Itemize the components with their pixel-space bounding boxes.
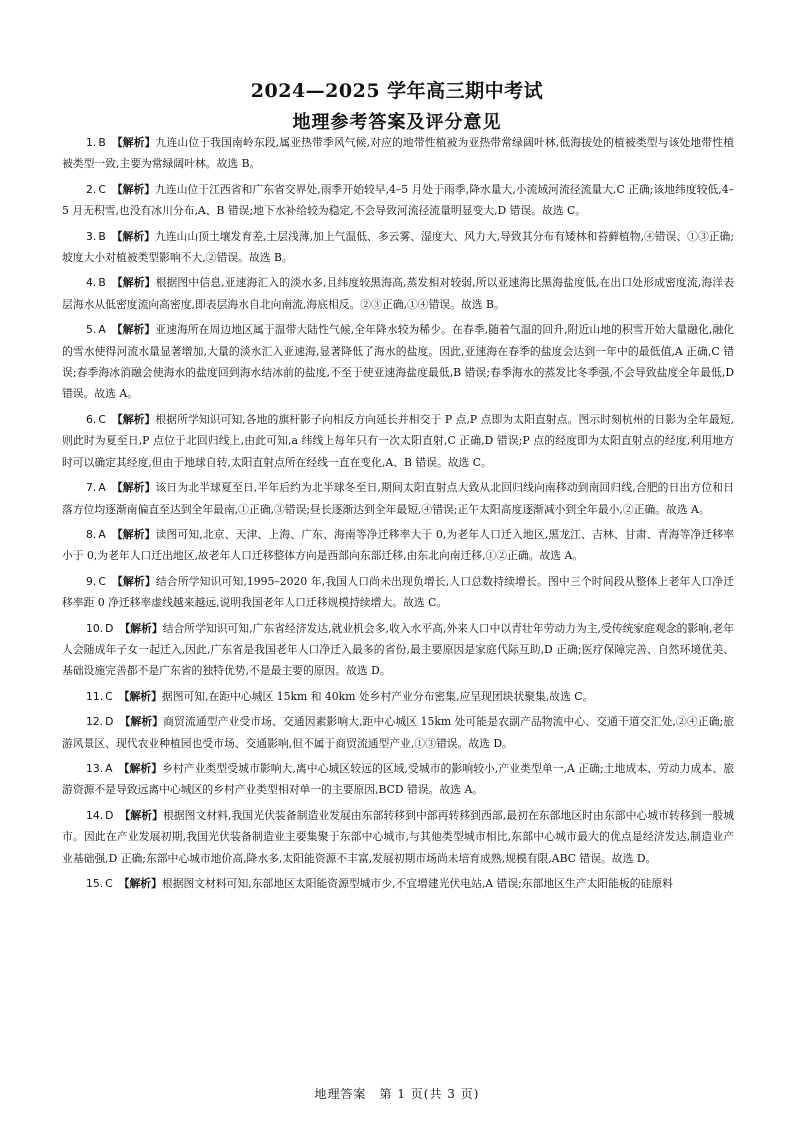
analysis-text: 结合所学知识可知,广东省经济发达,就业机会多,收入水平高,外来人口中以青壮年劳动力为主,受传统家庭观念的影响,老年人会随成年子女一起迁入,因此,广东省是我国老年人口净迁入最多的省份,最主要原因是家庭代际互助,D 正确;医疗保障完善、自然环境优美、基础设施完善都不是广东省的独特优势,不是最主要的原因。故选 D。 (62, 621, 735, 678)
analysis-tag: 【解析】 (119, 808, 163, 822)
analysis-tag: 【解析】 (118, 877, 162, 890)
question-number: 3. (86, 229, 97, 243)
answer-letter: A (105, 761, 113, 775)
answer-item (62, 477, 734, 520)
page-subtitle: 地理参考答案及评分意见 (292, 112, 502, 133)
analysis-text: 根据图中信息,亚速海汇入的淡水多,且纬度较黑海高,蒸发相对较弱,所以亚速海比黑海盐度低,在出口处形成密度流,海洋表层海水从低密度流向高密度,即表层海水自北向南流,海底相反。②③正确,①④错误。故选 B。 (62, 276, 735, 311)
answer-letter: C (98, 574, 106, 588)
analysis-tag: 【解析】 (118, 761, 163, 775)
answer-letter: D (105, 715, 114, 729)
analysis-tag: 【解析】 (111, 481, 156, 495)
analysis-text: 据图可知,在距中心城区 15km 和 40km 处乡村产业分布密集,应呈现团块状聚集,故选 C。 (161, 689, 594, 703)
answer-item (62, 618, 734, 682)
answer-list (62, 132, 734, 898)
page-footer: 地理答案 第 1 页(共 3 页) (314, 1087, 480, 1101)
analysis-tag: 【解析】 (119, 715, 164, 729)
answer-letter: B (98, 229, 106, 243)
analysis-text: 根据所学知识可知,各地的旗杆影子向相反方向延长并相交于 P 点,P 点即为太阳直射点。图示时刻杭州的日影为全年最短,则此时为夏至日,P 点位于北回归线上,由此可知,a 纬线上每年只有一次太阳直射,C 正确,D 错误;P 点的经度即为太阳直射点的经度,利用地方时可以确定其经度,但由于地球自转,太阳直射点所在经线一直在变化,A、B 错误。故选 C。 (62, 412, 734, 469)
answer-item (62, 524, 734, 567)
answer-letter: B (98, 136, 106, 149)
question-number: 13. (86, 761, 104, 775)
question-number: 7. (86, 481, 97, 495)
answer-item (62, 686, 734, 707)
answer-letter: D (105, 621, 114, 635)
analysis-text: 商贸流通型产业受市场、交通因素影响大,距中心城区 15km 处可能是农副产品物流中心、交通干道交汇处,②④正确;旅游风景区、现代农业种植园也受市场、交通影响,但不属于商贸流通型产业,①③错误。故选 D。 (62, 715, 735, 750)
answer-letter: A (98, 481, 106, 495)
question-number: 9. (86, 574, 97, 588)
question-number: 15. (86, 877, 104, 890)
answer-item (62, 805, 734, 869)
analysis-text: 该日为北半球夏至日,半年后约为北半球冬至日,期间太阳直射点大致从北回归线向南移动到南回归线,合肥的日出方位和日落方位均逐渐南偏直至达到全年最南,①正确,③错误;昼长逐渐达到全年最短,④错误;正午太阳高度逐渐减小到全年最小,②正确。故选 A。 (62, 481, 734, 516)
question-number: 14. (86, 808, 104, 822)
answer-item (62, 711, 734, 754)
analysis-tag: 【解析】 (111, 412, 156, 426)
answer-item (62, 758, 734, 801)
question-number: 8. (86, 527, 97, 541)
analysis-tag: 【解析】 (118, 689, 162, 703)
analysis-text: 九连山位于江西省和广东省交界处,雨季开始较早,4–5 月处于雨季,降水量大,小流域河流径流量大,C 正确;该地纬度较低,4–5 月无积雪,也没有冰川分布,A、B 错误;地下水补给较为稳定,不会导致河流径流量明显变大,D 错误。故选 C。 (62, 182, 735, 218)
question-number: 6. (86, 412, 97, 426)
analysis-tag: 【解析】 (111, 527, 156, 541)
question-number: 1. (86, 136, 97, 149)
answer-letter: B (98, 276, 106, 290)
answer-letter: C (105, 689, 113, 703)
analysis-text: 读图可知,北京、天津、上海、广东、海南等净迁移率大于 0,为老年人口迁入地区,黑龙江、吉林、甘肃、青海等净迁移率小于 0,为老年人口迁出地区,故老年人口迁移整体方向是西部向东部迁移,由东北向南迁移,①②正确。故选 A。 (62, 527, 735, 563)
analysis-tag: 【解析】 (111, 229, 155, 243)
analysis-text: 乡村产业类型受城市影响大,离中心城区较远的区域,受城市的影响较小,产业类型单一,A 正确;土地成本、劳动力成本、旅游资源不是导致远离中心城区的乡村产业类型相对单一的主要原因,BCD 错误。故选 A。 (62, 761, 735, 797)
answer-letter: C (98, 182, 106, 196)
analysis-text: 根据图文材料,我国光伏装备制造业发展由东部转移到中部再转移到西部,最初在东部地区时由东部中心城市转移到一般城市。因此在产业发展初期,我国光伏装备制造业主要集聚于东部中心城市,与其他类型城市相比,东部中心城市最大的优点是经济发达,制造业产业基础强,D 正确;东部中心城市地价高,降水多,太阳能资源不丰富,发展初期市场尚未培育成熟,规模有限,ABC 错误。故选 D。 (62, 808, 735, 865)
question-number: 2. (86, 182, 97, 196)
answer-item (62, 409, 734, 473)
answer-letter: A (98, 527, 106, 541)
page-title: 2024—2025 学年高三期中考试 (250, 80, 544, 102)
answer-letter: D (105, 808, 114, 822)
analysis-text: 九连山山顶土壤发育差,土层浅薄,加上气温低、多云雾、湿度大、风力大,导致其分布有矮林和苔藓植物,④错误、①③正确;坡度大小对植被类型影响不大,②错误。故选 B。 (62, 229, 734, 265)
answer-item (62, 226, 734, 269)
question-number: 5. (86, 323, 97, 337)
question-number: 4. (86, 276, 97, 290)
analysis-text: 根据图文材料可知,东部地区太阳能资源型城市少,不宜增建光伏电站,A 错误;东部地区生产太阳能板的硅原料 (161, 877, 673, 890)
answer-letter: C (105, 877, 113, 890)
question-number: 12. (86, 715, 104, 729)
answer-letter: A (98, 323, 106, 337)
analysis-text: 亚速海所在周边地区属于温带大陆性气候,全年降水较为稀少。在春季,随着气温的回升,附近山地的积雪开始大量融化,融化的雪水使得河流水量显著增加,大量的淡水汇入亚速海,显著降低了海水的盐度。因此,亚速海在春季的盐度会达到一年中的最低值,A 正确,C 错误;春季海冰消融会使海水的盐度回到海水结冰前的盐度,不至于使亚速海盐度最低,B 错误;春季海水的蒸发比冬季强,不会导致盐度全年最低,D 错误。故选 A。 (62, 323, 734, 401)
answer-item (62, 179, 734, 222)
analysis-text: 结合所学知识可知,1995–2020 年,我国人口尚未出现负增长,人口总数持续增长。图中三个时间段从整体上老年人口净迁移率距 0 净迁移率虚线越来越远,说明我国老年人口迁移规模持续增大。故选 C。 (62, 574, 735, 610)
question-number: 10. (86, 621, 104, 635)
analysis-tag: 【解析】 (119, 621, 163, 635)
analysis-text: 九连山位于我国南岭东段,属亚热带季风气候,对应的地带性植被为亚热带常绿阔叶林,低海拔处的植被类型与该处地带性植被类型一致,主要为常绿阔叶林。故选 B。 (62, 136, 734, 171)
answer-item (62, 571, 734, 614)
analysis-tag: 【解析】 (111, 574, 156, 588)
answer-item (62, 272, 734, 315)
analysis-tag: 【解析】 (111, 136, 156, 149)
answer-item (62, 873, 734, 894)
answer-item (62, 132, 734, 175)
answer-letter: C (98, 412, 106, 426)
analysis-tag: 【解析】 (111, 323, 156, 337)
answer-item (62, 319, 734, 405)
analysis-tag: 【解析】 (111, 182, 156, 196)
question-number: 11. (86, 689, 104, 703)
analysis-tag: 【解析】 (111, 276, 156, 290)
